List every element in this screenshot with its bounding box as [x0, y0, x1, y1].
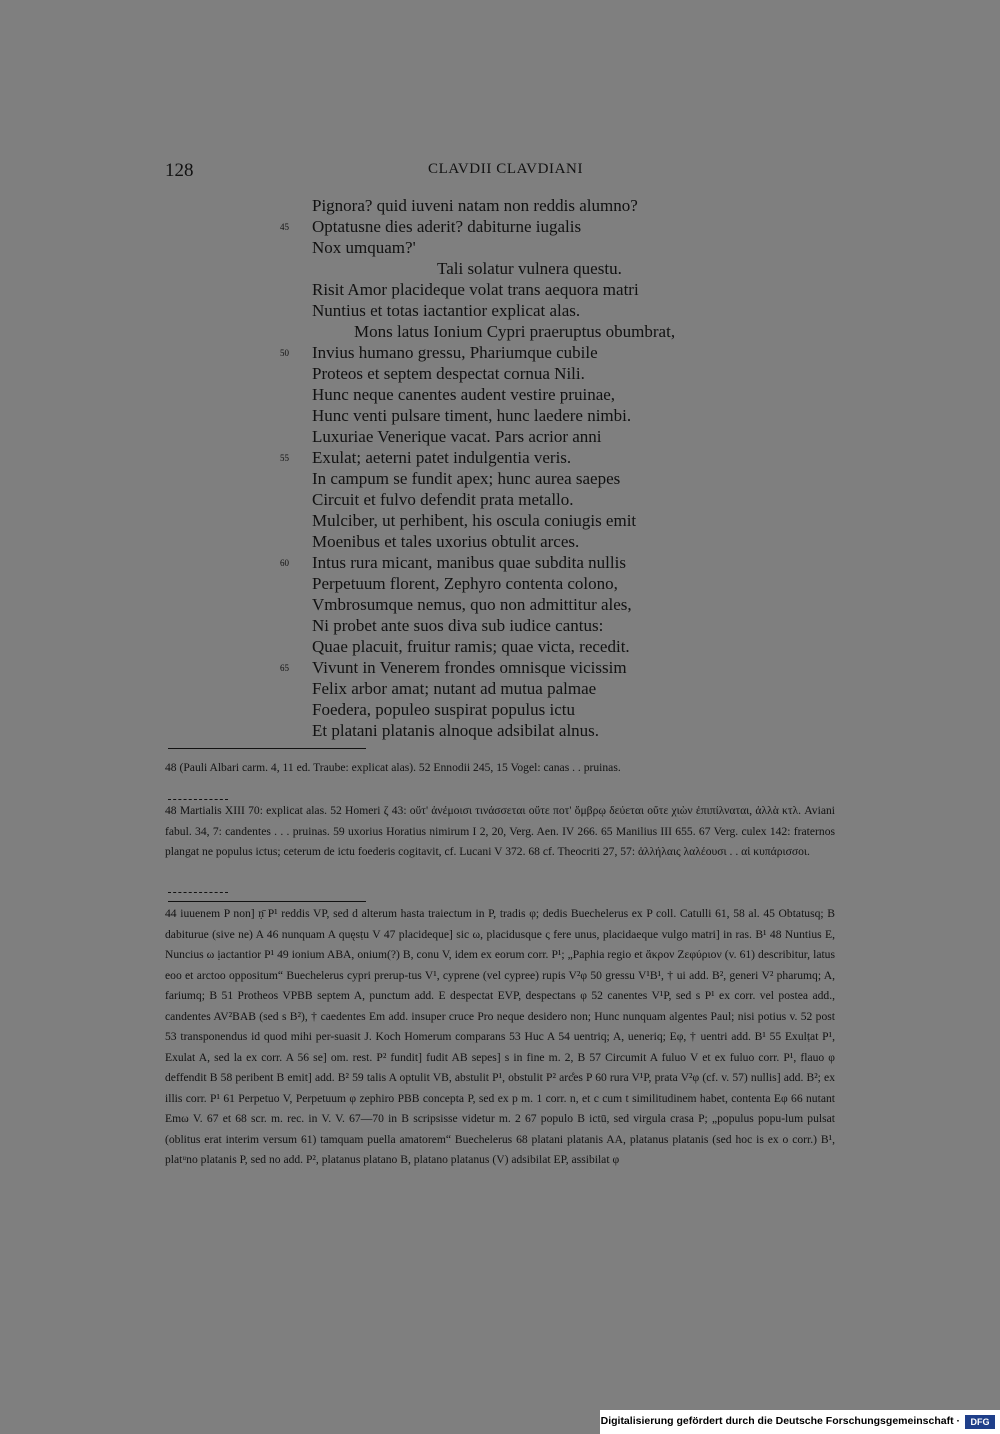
footnote-rule: [168, 748, 366, 749]
verse-number: 60: [280, 558, 289, 568]
page-number: 128: [165, 160, 194, 181]
verse-line: In campum se fundit apex; hunc aurea saepes: [312, 469, 621, 488]
digitization-footer: [600, 1410, 1000, 1434]
footer-credit: Digitalisierung gefördert durch die Deutsche Forschungsgemeinschaft ·: [600, 1415, 960, 1427]
separator-dash: [168, 799, 228, 800]
verse-number: 55: [280, 453, 289, 463]
verse-line: Vivunt in Venerem frondes omnisque vicissim: [312, 658, 627, 677]
dfg-logo: DFG: [965, 1415, 995, 1429]
verse-line: Ni probet ante suos diva sub iudice cantus:: [312, 616, 604, 635]
verse-line: Felix arbor amat; nutant ad mutua palmae: [312, 679, 597, 698]
verse-line: Nuntius et totas iactantior explicat alas.: [312, 301, 581, 320]
verse-line: Mulciber, ut perhibent, his oscula coniugis emit: [312, 511, 637, 530]
separator-dash: [168, 892, 228, 893]
verse-number: 45: [280, 222, 289, 232]
verse-line: Proteos et septem despectat cornua Nili.: [312, 364, 585, 383]
verse-line: Et platani platanis alnoque adsibilat alnus.: [312, 721, 600, 740]
critical-apparatus: [165, 904, 835, 1171]
verse-line: Foedera, populeo suspirat populus ictu: [312, 700, 575, 719]
verse-line: Exulat; aeterni patet indulgentia veris.: [312, 448, 572, 467]
verse-line: Perpetuum florent, Zephyro contenta colono,: [312, 574, 618, 593]
verse-line: Luxuriae Venerique vacat. Pars acrior anni: [312, 427, 602, 446]
verse-line: Optatusne dies aderit? dabiturne iugalis: [312, 217, 582, 236]
verse-line: Risit Amor placideque volat trans aequora matri: [312, 280, 639, 299]
verse-number: 50: [280, 348, 289, 358]
verse-line: Quae placuit, fruitur ramis; quae victa, recedit.: [312, 637, 630, 656]
running-title: CLAVDII CLAVDIANI: [428, 161, 584, 177]
sources-block: [165, 801, 835, 863]
verse-line: Mons latus Ionium Cypri praeruptus obumbrat,: [354, 322, 676, 341]
verse-line: Invius humano gressu, Phariumque cubile: [312, 343, 598, 362]
testimonia-text: 48 (Pauli Albari carm. 4, 11 ed. Traube: explicat alas). 52 Ennodii 245, 15 Vogel: canas . . pruinas.: [165, 761, 621, 774]
verse-line: Vmbrosumque nemus, quo non admittitur ales,: [312, 595, 632, 614]
verse-line: Nox umquam?': [312, 238, 416, 257]
verse-line: Pignora? quid iuveni natam non reddis alumno?: [312, 196, 638, 215]
testimonia-block: [165, 758, 835, 779]
verse-line: Moenibus et tales uxorius obtulit arces.: [312, 532, 580, 551]
verse-line: Hunc neque canentes audent vestire pruinae,: [312, 385, 616, 404]
verse-line: Circuit et fulvo defendit prata metallo.: [312, 490, 574, 509]
apparatus-rule: [168, 901, 366, 902]
sources-text: 48 Martialis XIII 70: explicat alas. 52 Homeri ζ 43: οὔτ' ἀνέμοισι τινάσσεται οὔτε ποτ' ὄμβρῳ δεύεται οὔτε χιὼν ἐπιπίλναται, ἀλλὰ κτλ. Aviani fabul. 34, 7: candentes . . . pruinas. 59 uxorius Horatius nimirum I 2, 20, Verg. Aen. IV 266. 65 Manilius III 655. 67 Verg. culex 142: fraternos plangat ne populus ictus; ceterum de ictu foederis cogitavit, cf. Lucani V 372. 68 cf. Theocriti 27, 57: ἀλλήλαις λαλέουσι . . αἱ κυπάρισσοι.: [165, 804, 835, 858]
apparatus-text: 44 iuuenem P non] ṇ̄ P¹ reddis VP, sed d alterum hasta traiectum in P, tradis φ; dedis Buechelerus ex P coll. Catulli 61, 58 al. 45 Obtatusq; B dabiturue (sive ne) A 46 nunquam A quęsṭu V 47 placideque] sic ω, placidusque ς fere unus, placidaeque vulgo matri] in ras. B¹ 48 Nuntius E, Nuncius ω ịactantior P¹ 49 ionium ABA, onium(?) B, conu V, idem ex eorum corr. P¹; „Paphia regio et ἄκρον Ζεφύριον (v. 61) describitur, latus eoo et arctoo oppositum“ Buechelerus cypri prerup-tus V¹, cyprene (vel cypree) rupis V²φ 50 gressu V¹B¹, † ui add. B², generi V² pharumq; A, fariumq; B 51 Protheos VPBB septem A, punctum add. E despectat EVP, despectans φ 52 canentes V¹P, sed s P¹ ex corr. vel postea add., candentes AV²BAB (sed s B²), † caedentes Em add. insuper cruce Pro neque desidero non; Hunc nunquam algentes Paul; nisi potius v. 52 post 53 transponendus id quod mihi per-suasit J. Koch Homerum comparans 53 Huc A 54 uentriq; A, ueneriq; Eφ, † uentri add. B¹ 55 Exulṭat P¹, Exulat A, sed la ex corr. A 56 se] om. rest. P² fundit] fudit AB sepes] s in fine m. 2, B 57 Circumit A fuluo V et ex fuluo corr. P¹, flauo φ deffendit B 58 peribent B emit] add. B² 59 talis A optulit VB, abstulit P¹, obstulit P² arc̊es P 60 rura V¹P, prata V²φ (cf. v. 57) nullis] add. B²; ex illis corr. P¹ 61 Perpetuo V, Perpetuum φ zephiro PBB concepta P, sed ex p m. 1 corr. n, et c cum t similitudinem habet, contenta Eφ 66 nutant Emω V. 67 et 68 scr. m. rec. in V. V. 67—70 in B scripsisse videtur m. 2 67 populo B ictū, sed virgula crasa P; „populus popu-lum pulsat (oblitus erat interim versum 61) tamquam puella amatorem“ Buechelerus 68 platani platanis AA, platanus platanis (sed hoc is ex o corr.) B¹, platᵘno platanis P, sed no add. P², platanus platano B, platano platanus (V) adsibilat EP, assibilat φ: [165, 907, 835, 1166]
verse-line: Tali solatur vulnera questu.: [437, 259, 622, 278]
verse-number: 65: [280, 663, 289, 673]
verse-line: Hunc venti pulsare timent, hunc laedere nimbi.: [312, 406, 632, 425]
verse-line: Intus rura micant, manibus quae subdita nullis: [312, 553, 626, 572]
